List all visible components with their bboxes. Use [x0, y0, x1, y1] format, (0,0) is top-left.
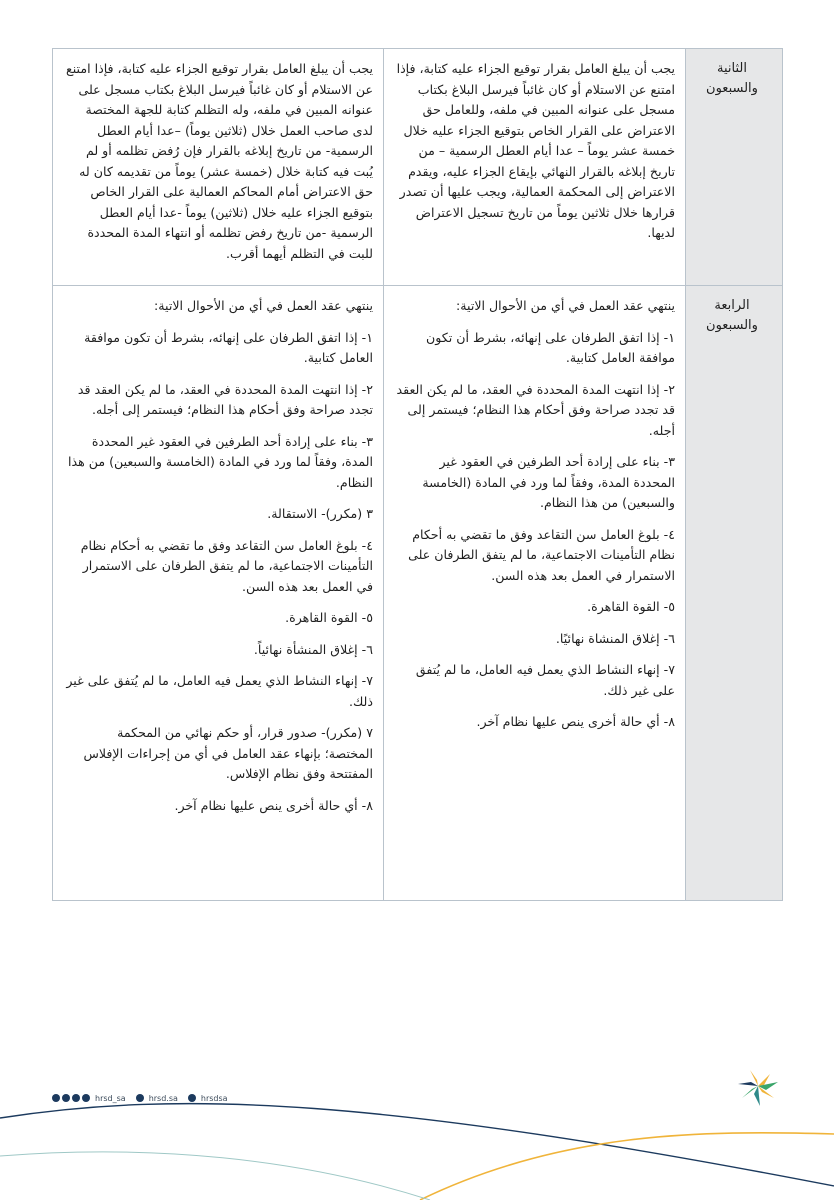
old-paragraph: ١- إذا اتفق الطرفان على إنهائه، بشرط أن تكون موافقة العامل كتابية.: [84, 329, 373, 365]
new-text-cell: [383, 286, 685, 900]
new-paragraph: ٦- إغلاق المنشاة نهائيًا.: [555, 630, 675, 646]
new-article-text: يجب أن يبلغ العامل بقرار توقيع الجزاء عليه كتابة، فإذا امتنع عن الاستلام أو كان غائباً فيرسل البلاغ بكتاب مسجل على عنوانه المبين في ملفه، وللعامل حق الاعتراض على القرار الخاص بتوقيع الجزاء عليه خلال خمسة عشر يوماً – عدا أيام العطل الرسمية – من تاريخ إبلاغه بالقرار النهائي بإيقاع الجزاء عليه، ويقدم الاعتراض إلى المحكمة العمالية، ويجب عليها أن تصدر قرارها خلال ثلاثين يوماً من تاريخ تسجيل الاعتراض لديها.: [396, 61, 675, 240]
new-paragraph: ٣- بناء على إرادة أحد الطرفين في العقود غير المحددة المدة، وفقاً لما ورد في المادة (الخامسة والسبعين) من هذا النظام.: [422, 454, 675, 510]
old-paragraph: ٥- القوة القاهرة.: [285, 610, 373, 625]
new-paragraph: ٨- أي حالة أخرى ينص عليها نظام آخر.: [476, 714, 675, 729]
gold-curve: [420, 1133, 834, 1200]
new-text-cell: [383, 49, 685, 285]
old-paragraph: ٦- إغلاق المنشأة نهائياً.: [253, 641, 373, 657]
ministry-logo-icon: [738, 1070, 778, 1106]
table-row: [53, 286, 782, 900]
new-paragraph: ٤- بلوغ العامل سن التقاعد وفق ما تقضي به أحكام نظام التأمينات الاجتماعية، ما لم يتفق الطرفان على الاستمرار في العمل بعد هذه السن.: [408, 526, 675, 583]
other-handle[interactable]: hrsdsa: [200, 1093, 228, 1103]
old-paragraph: ٨- أي حالة أخرى ينص عليها نظام آخر.: [174, 797, 373, 813]
amendment-table: [52, 48, 783, 901]
old-paragraph: ٧- إنهاء النشاط الذي يعمل فيه العامل، ما لم يُتفق على غير ذلك.: [66, 673, 373, 709]
old-article-text: يجب أن يبلغ العامل بقرار توقيع الجزاء عليه كتابة، فإذا امتنع عن الاستلام أو كان غائباً فيرسل البلاغ بكتاب مسجل على عنوانه المبين في ملفه، وله التظلم كتابة للجهة المختصة لدى صاحب العمل خلال (ثلاثين يوماً) –عدا أيام العطل الرسمية- من تاريخ إبلاغه بالقرار فإن رُفض تظلمه أو لم يُبت فيه كتابة خلال (خمسة عشر) يوماً من تقديمه كان له حق الاعتراض أمام المحاكم العمالية على القرار الخاص بتوقيع الجزاء عليه خلال (ثلاثين) يوماً -عدا أيام العطل الرسمية -من تاريخ رفض تظلمه أو انتهاء المدة المحددة للبت في التظلم أيهما أقرب.: [66, 61, 373, 261]
social-handle[interactable]: hrsd_sa: [95, 1093, 126, 1103]
footer-decoration: [0, 1060, 834, 1200]
new-paragraph: ٥- القوة القاهرة.: [587, 599, 675, 614]
old-paragraph: ٧ (مكرر)- صدور قرار، أو حكم نهائي من المحكمة المختصة؛ بإنهاء عقد العامل في أي من إجراءات الإفلاس المفتتحة وفق نظام الإفلاس.: [83, 725, 373, 781]
navy-curve: [0, 1104, 834, 1186]
article-label: الثانية والسبعون: [685, 49, 782, 285]
old-paragraph: ٤- بلوغ العامل سن التقاعد وفق ما تقضي به أحكام نظام التأمينات الاجتماعية، ما لم يتفق الطرفان على الاستمرار في العمل بعد هذه السن.: [80, 537, 373, 594]
old-paragraph: ٣- بناء على إرادة أحد الطرفين في العقود غير المحددة المدة، وفقاً لما ورد في المادة (الخامسة والسبعين) من هذا النظام.: [68, 433, 373, 490]
table-row: [53, 49, 782, 286]
old-paragraph: ينتهي عقد العمل في أي من الأحوال الاتية:: [154, 298, 373, 313]
new-paragraph: ٧- إنهاء النشاط الذي يعمل فيه العامل، ما لم يُتفق على غير ذلك.: [415, 662, 675, 698]
old-text-cell: [53, 286, 383, 900]
new-paragraph: ٢- إذا انتهت المدة المحددة في العقد، ما لم يكن العقد قد تجدد صراحة وفق أحكام هذا النظام؛ فيستمر إلى أجله.: [396, 381, 675, 438]
tiktok-handle[interactable]: hrsd.sa: [148, 1093, 178, 1103]
old-text-cell: [53, 49, 383, 285]
old-paragraph: ٣ (مكرر)- الاستقالة.: [267, 506, 373, 521]
new-paragraph: ١- إذا اتفق الطرفان على إنهائه، بشرط أن تكون موافقة العامل كتابية.: [426, 329, 675, 365]
old-paragraph: ٢- إذا انتهت المدة المحددة في العقد، ما لم يكن العقد قد تجدد صراحة وفق أحكام هذا النظام؛ فيستمر إلى أجله.: [77, 381, 373, 417]
teal-curve: [0, 1152, 430, 1200]
new-paragraph: ينتهي عقد العمل في أي من الأحوال الاتية:: [456, 298, 675, 313]
article-label: الرابعة والسبعون: [685, 286, 782, 900]
